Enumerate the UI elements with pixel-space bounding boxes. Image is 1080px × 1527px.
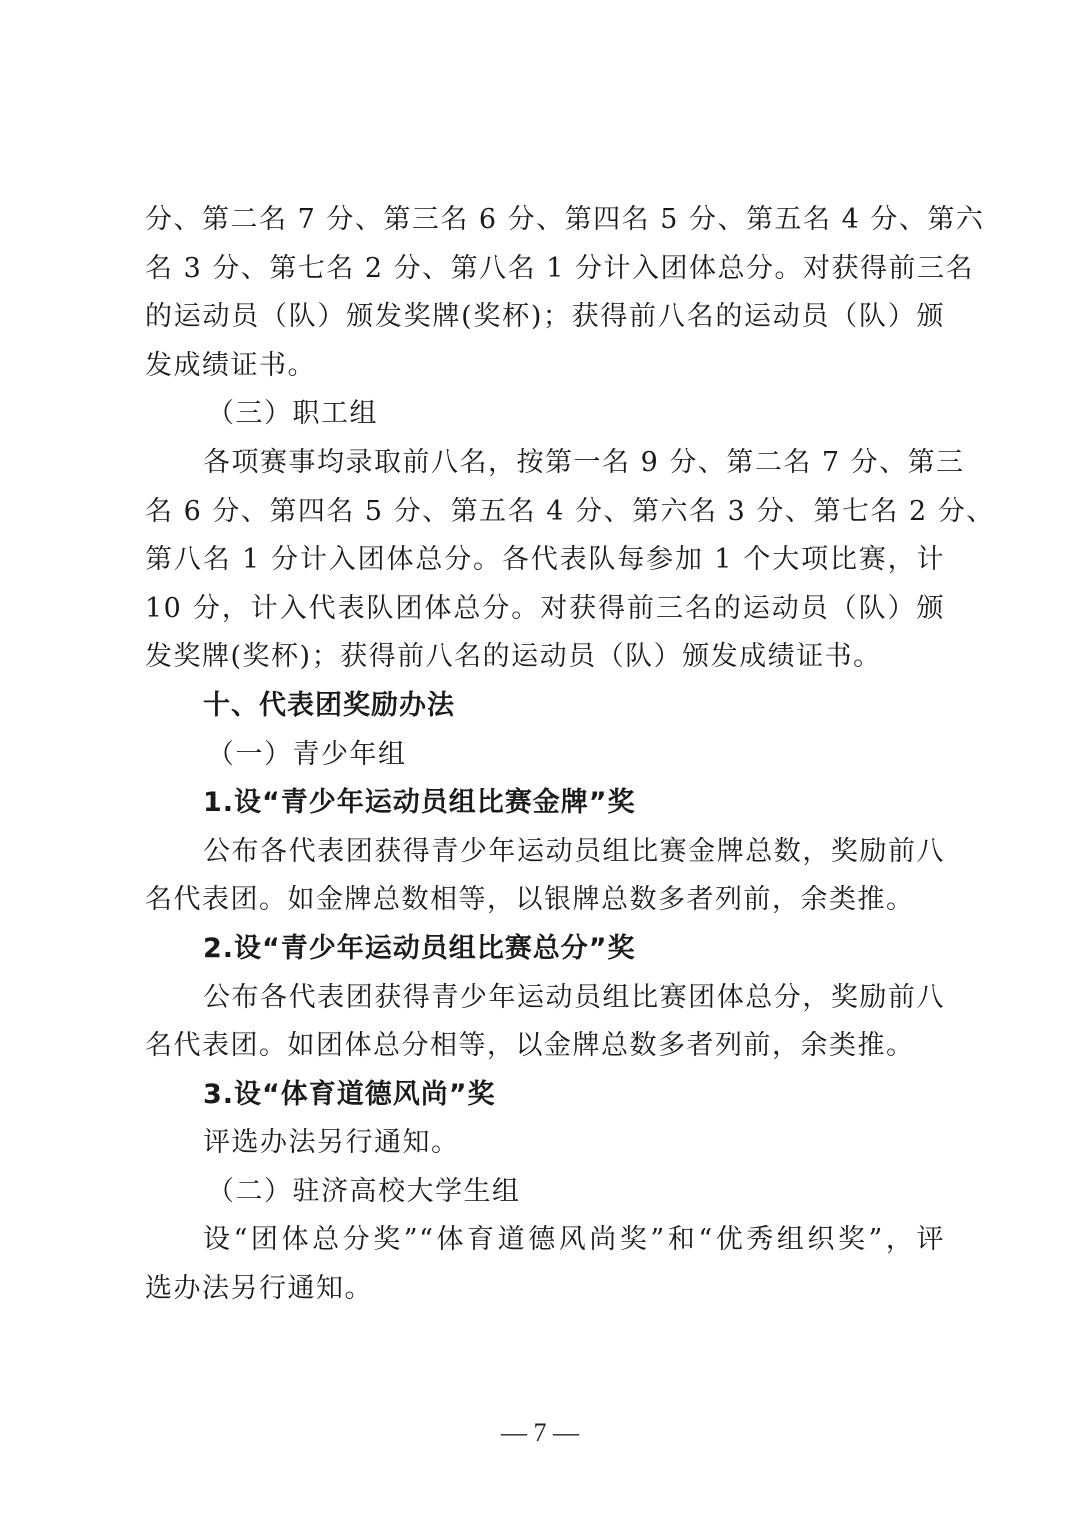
section-youth-group [145,731,945,1168]
paragraph-line: 评选办法另行通知。 [203,1127,460,1159]
paragraph-line: 公布各代表团获得青少年运动员组比赛团体总分，奖励前八 [203,981,945,1013]
paragraph-line: 名 6 分、第四名 5 分、第五名 4 分、第六名 3 分、第七名 2 分、 [145,495,995,527]
document-page [145,196,995,1314]
paragraph-line: 发成绩证书。 [145,349,316,381]
paragraph-line: 各项赛事均录取前八名，按第一名 9 分、第二名 7 分、第三 [203,446,965,478]
paragraph-line: 第八名 1 分计入团体总分。各代表队每参加 1 个大项比赛，计 [145,544,945,576]
section-heading: （三）职工组 [207,398,378,430]
section-staff-group [145,390,995,682]
continuation-paragraph [145,196,985,390]
award-total-score [145,925,945,1071]
paragraph-line: 的运动员（队）颁发奖牌(奖杯)；获得前八名的运动员（队）颁 [145,301,945,333]
section-university-group [145,1168,945,1314]
page-number: — 7 — [501,1418,579,1447]
award-title: 2.设“青少年运动员组比赛总分”奖 [203,932,636,964]
award-gold-medal [145,779,945,925]
section-heading: （二）驻济高校大学生组 [207,1175,521,1207]
paragraph-line: 名代表团。如团体总分相等，以金牌总数多者列前，余类推。 [145,1030,915,1062]
paragraph-line: 名 3 分、第七名 2 分、第八名 1 分计入团体总分。对获得前三名 [145,252,975,284]
paragraph-line: 分、第二名 7 分、第三名 6 分、第四名 5 分、第五名 4 分、第六 [145,204,985,235]
award-title: 3.设“体育道德风尚”奖 [203,1078,496,1110]
paragraph-line: 公布各代表团获得青少年运动员组比赛金牌总数，奖励前八 [203,835,945,867]
paragraph-line: 设“团体总分奖”“体育道德风尚奖”和“优秀组织奖”，评 [203,1224,945,1256]
section-heading: （一）青少年组 [207,738,407,770]
chapter-heading: 十、代表团奖励办法 [203,689,455,721]
award-title: 1.设“青少年运动员组比赛金牌”奖 [203,787,636,819]
award-sportsmanship [145,1071,945,1168]
chapter-ten [145,682,945,1314]
paragraph-line: 选办法另行通知。 [145,1273,373,1305]
paragraph-line: 发奖牌(奖杯)；获得前八名的运动员（队）颁发成绩证书。 [145,641,882,673]
paragraph-line: 10 分，计入代表队团体总分。对获得前三名的运动员（队）颁 [145,592,945,624]
paragraph-line: 名代表团。如金牌总数相等，以银牌总数多者列前，余类推。 [145,884,915,916]
